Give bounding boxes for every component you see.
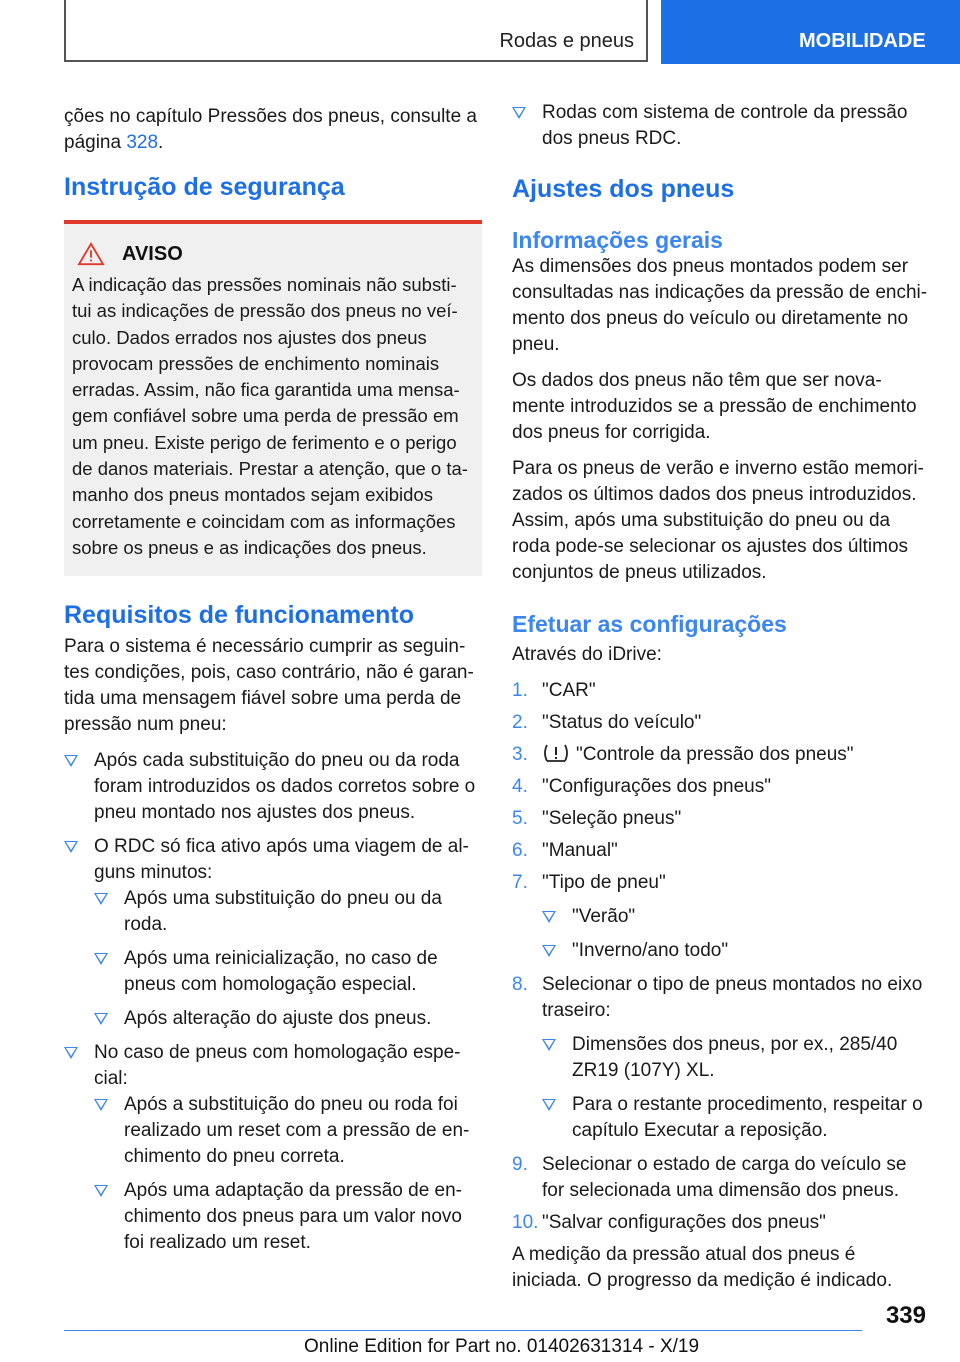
step-text: "Controle da pressão dos pneus" (576, 744, 854, 765)
footer-edition: Online Edition for Part no. 01402631314 - X/19 (304, 1336, 700, 1357)
step-item (512, 870, 930, 964)
heading-configure: Efetuar as configurações (512, 611, 787, 637)
step-text: "Tipo de pneu" (542, 872, 666, 893)
page-link[interactable]: 328 (126, 132, 159, 153)
list-item (512, 100, 930, 152)
list-item-text: Após a substituição do pneu ou roda foi realizado um reset com a pressão de en-chimento do pneu correta. (124, 1094, 470, 1167)
warning-triangle-icon (76, 242, 106, 266)
list-item-text: Rodas com sistema de controle da pressão dos pneus RDC. (542, 102, 908, 149)
bullet-triangle-icon (94, 893, 108, 905)
sub-list-item (94, 1178, 482, 1256)
step-number: 10. (512, 1212, 539, 1233)
idrive-intro: Através do iDrive: (512, 644, 662, 665)
bullet-triangle-icon (94, 953, 108, 965)
bullet-triangle-icon (542, 1039, 556, 1051)
bullet-triangle-icon (64, 755, 78, 767)
step-number: 1. (512, 680, 528, 701)
step-text: Selecionar o estado de carga do veículo se for selecionada uma dimensão dos pneus. (542, 1154, 907, 1201)
list-item-text: Após uma substituição do pneu ou da roda. (124, 888, 442, 935)
warning-box (64, 220, 482, 576)
info-paragraph-1: As dimensões dos pneus montados podem ser consultadas nas indicações da pressão de enchi-mento dos pneus do veículo ou diretamente no pneu. (512, 256, 928, 355)
step-text: "Manual" (542, 840, 618, 861)
sub-list-item (94, 1092, 482, 1170)
step-text: "CAR" (542, 680, 596, 701)
bullet-triangle-icon (542, 945, 556, 957)
list-item (64, 834, 482, 1032)
step-number: 6. (512, 840, 528, 861)
header-chapter-title: MOBILIDADE (799, 30, 926, 52)
bullet-triangle-icon (94, 1099, 108, 1111)
sub-list-item (542, 1092, 930, 1144)
step-item (512, 678, 930, 704)
tire-pressure-icon (542, 743, 570, 763)
list-item-text: "Inverno/ano todo" (572, 940, 729, 961)
heading-safety: Instrução de segurança (64, 173, 345, 201)
step-text: "Status do veículo" (542, 712, 702, 733)
bullet-triangle-icon (64, 1047, 78, 1059)
header-section-title: Rodas e pneus (499, 30, 634, 52)
step-number: 2. (512, 712, 528, 733)
list-item-text: Dimensões dos pneus, por ex., 285/40 ZR19 (107Y) XL. (572, 1034, 898, 1081)
step-item (512, 1210, 930, 1236)
list-item (64, 748, 482, 826)
intro-text: ções no capítulo Pressões dos pneus, consulte a página (64, 106, 477, 153)
page-number: 339 (885, 1302, 926, 1329)
bullet-triangle-icon (542, 1099, 556, 1111)
final-paragraph: A medição da pressão atual dos pneus é iniciada. O progresso da medição é indicado. (512, 1244, 893, 1291)
sub-list-item (94, 1006, 482, 1032)
heading-general-info: Informações gerais (512, 227, 723, 253)
step-item (512, 972, 930, 1144)
step-item (512, 774, 930, 800)
step-number: 4. (512, 776, 528, 797)
steps-list (512, 678, 930, 1236)
left-column-lower (64, 600, 482, 1264)
info-paragraph-3: Para os pneus de verão e inverno estão memori-zados os últimos dados dos pneus introduzidos. Assim, após uma substituição do pneu ou da roda pode-se selecionar os ajustes dos últimos conjuntos de pneus utilizados. (512, 458, 924, 583)
heading-requirements: Requisitos de funcionamento (64, 601, 415, 629)
list-item-text: Após cada substituição do pneu ou da roda foram introduzidos os dados corretos sobre o pneu montado nos ajustes dos pneus. (94, 750, 476, 823)
list-item (64, 1040, 482, 1256)
step-text: "Seleção pneus" (542, 808, 682, 829)
sub-list-item (94, 886, 482, 938)
warning-title: AVISO (122, 242, 183, 265)
step-item (512, 806, 930, 832)
bullet-triangle-icon (512, 107, 526, 119)
list-item-text: O RDC só fica ativo após uma viagem de al-guns minutos: (94, 836, 469, 883)
intro-paragraph (64, 104, 482, 156)
step-item (512, 1152, 930, 1204)
header-section-box (64, 0, 648, 62)
bullet-triangle-icon (542, 911, 556, 923)
bullet-triangle-icon (94, 1185, 108, 1197)
requirements-list (64, 748, 482, 1256)
bullet-triangle-icon (64, 841, 78, 853)
sub-list-item (542, 904, 930, 930)
step-item (512, 742, 930, 768)
intro-end: . (158, 132, 164, 153)
step-number: 7. (512, 872, 528, 893)
step-text: "Configurações dos pneus" (542, 776, 771, 797)
list-item-text: Após uma adaptação da pressão de en-chimento dos pneus para um valor novo foi realizado um reset. (124, 1180, 463, 1253)
heading-tire-settings: Ajustes dos pneus (512, 175, 735, 203)
list-item-text: Após uma reinicialização, no caso de pneus com homologação especial. (124, 948, 438, 995)
left-column (64, 100, 482, 202)
step-number: 8. (512, 974, 528, 995)
header-chapter-tab (661, 0, 960, 64)
bullet-triangle-icon (94, 1013, 108, 1025)
list-item-text: No caso de pneus com homologação espe-cial: (94, 1042, 461, 1089)
step-item (512, 710, 930, 736)
warning-text: A indicação das pressões nominais não substi-tui as indicações de pressão dos pneus no veí-culo. Dados errados nos ajustes dos pneus provocam pressões de enchimento nominais erradas. Assim, não fica garantida uma mensa-gem confiável sobre uma perda de pressão em um pneu. Existe perigo de ferimento e o perigo de danos materiais. Prestar a atenção, que o ta-manho dos pneus montados sejam exibidos corretamente e coincidam com as informações sobre os pneus e as indicações dos pneus. (72, 274, 468, 558)
step-number: 3. (512, 744, 528, 765)
right-column (512, 100, 930, 1304)
sub-list-item (542, 938, 930, 964)
step-text: "Salvar configurações dos pneus" (542, 1212, 826, 1233)
sub-list-item (542, 1032, 930, 1084)
sub-list-item (94, 946, 482, 998)
info-paragraph-2: Os dados dos pneus não têm que ser nova-mente introduzidos se a pressão de enchimento dos pneus for corrigida. (512, 370, 917, 443)
requirements-text: Para o sistema é necessário cumprir as seguin-tes condições, pois, caso contrário, não é garan-tida uma mensagem fiável sobre uma perda de pressão num pneu: (64, 636, 474, 735)
footer-divider (64, 1330, 862, 1331)
list-item-text: Para o restante procedimento, respeitar o capítulo Executar a reposição. (572, 1094, 923, 1141)
step-number: 9. (512, 1154, 528, 1175)
step-text: Selecionar o tipo de pneus montados no eixo traseiro: (542, 974, 923, 1021)
step-item (512, 838, 930, 864)
step-number: 5. (512, 808, 528, 829)
list-item-text: Após alteração do ajuste dos pneus. (124, 1008, 432, 1029)
list-item-text: "Verão" (572, 906, 636, 927)
